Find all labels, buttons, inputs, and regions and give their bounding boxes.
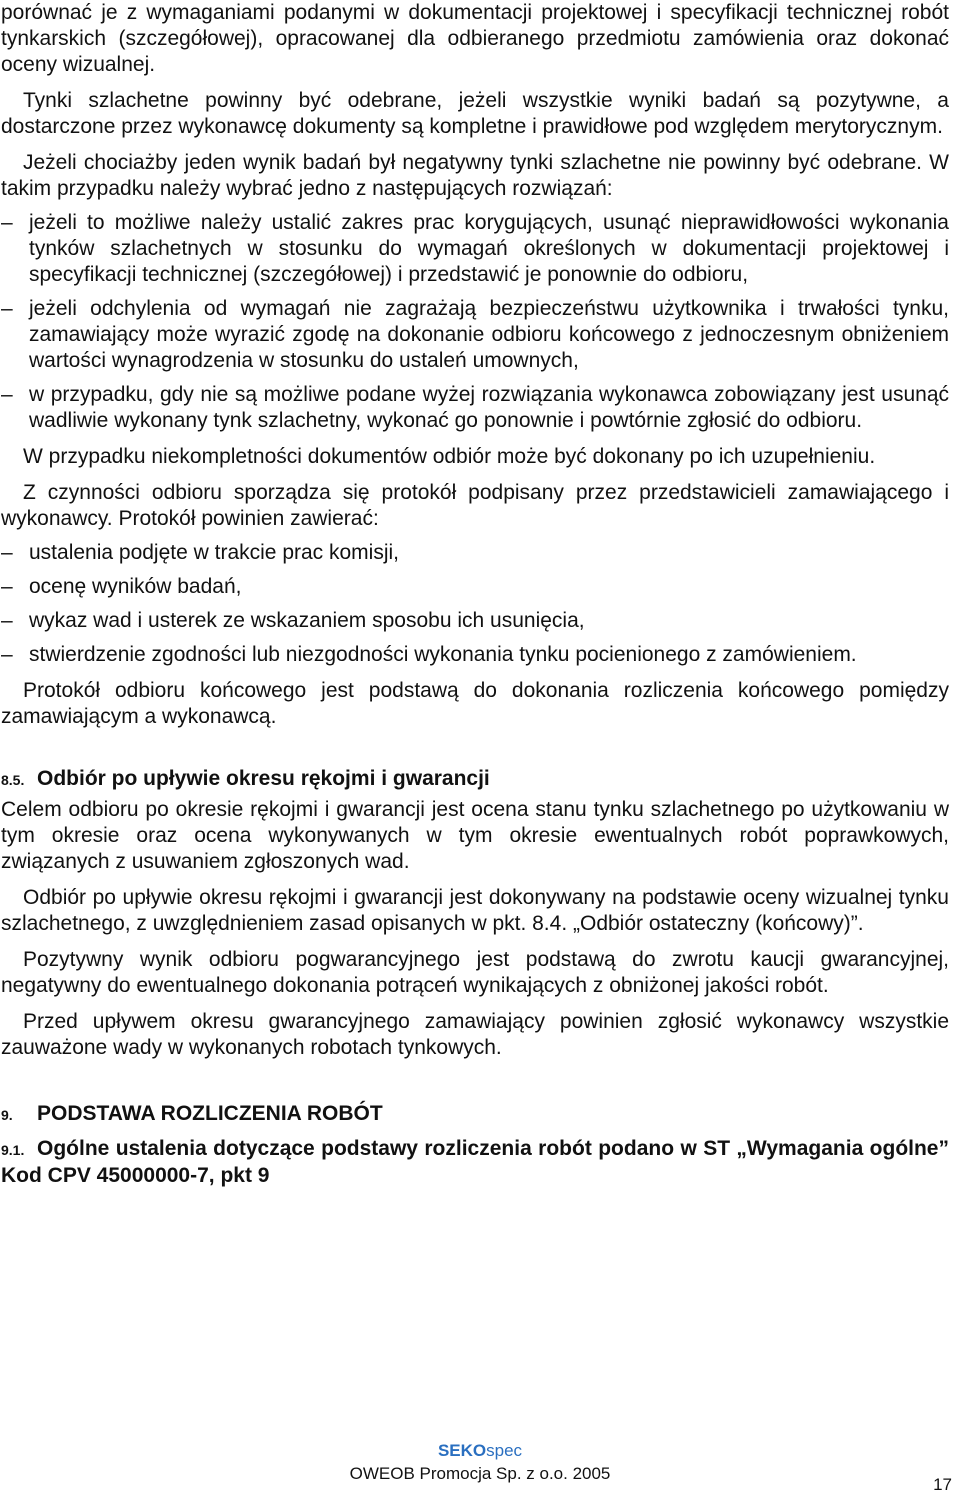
bullet-list [1, 540, 949, 668]
list-item-text: jeżeli to możliwe należy ustalić zakres prac korygujących, usunąć nieprawidłowości wykonania tynków szlachetnych w stosunku do wymagań określonych w dokumentacji projektowej i specyfikacji technicznej (szczegółowej) i przedstawić je ponownie do odbioru, [29, 211, 949, 286]
dash-marker: – [1, 575, 13, 598]
list-item [1, 296, 949, 374]
sekospec-logo [0, 1438, 960, 1464]
section-heading-9-1 [1, 1136, 949, 1189]
list-item-text: ocenę wyników badań, [29, 575, 242, 598]
list-item-text: ustalenia podjęte w trakcie prac komisji, [29, 541, 400, 564]
list-item-text: w przypadku, gdy nie są możliwe podane wyżej rozwiązania wykonawca zobowiązany jest usunąć wadliwie wykonany tynk szlachetny, wykonać go ponownie i powtórnie zgłosić do odbioru. [29, 383, 949, 432]
list-item-text: stwierdzenie zgodności lub niezgodności wykonania tynku pocienionego z zamówieniem. [29, 643, 857, 666]
paragraph: Odbiór po upływie okresu rękojmi i gwarancji jest dokonywany na podstawie oceny wizualnej tynku szlachetnego, z uwzględnieniem zasad opisanych w pkt. 8.4. „Odbiór ostateczny (końcowy)”. [1, 886, 949, 935]
paragraph: Przed upływem okresu gwarancyjnego zamawiający powinien zgłosić wykonawcy wszystkie zauważone wady w wykonanych robotach tynkowych. [1, 1010, 949, 1059]
section-number: 9. [1, 1107, 13, 1123]
list-item [1, 210, 949, 288]
page-footer [0, 1438, 960, 1484]
paragraph: Tynki szlachetne powinny być odebrane, jeżeli wszystkie wyniki badań są pozytywne, a dostarczone przez wykonawcę dokumenty są kompletne i prawidłowe pod względem merytorycznym. [1, 89, 949, 138]
list-item [1, 540, 949, 566]
paragraph: porównać je z wymaganiami podanymi w dokumentacji projektowej i specyfikacji technicznej robót tynkarskich (szczegółowej), opracowanej dla odbieranego przedmiotu zamówienia oraz dokonać oceny wizualnej. [1, 1, 949, 76]
list-item [1, 642, 949, 668]
paragraph: Pozytywny wynik odbioru pogwarancyjnego jest podstawą do zwrotu kaucji gwarancyjnej, negatywny do ewentualnego dokonania potrąceń wynikających z obniżonej jakości robót. [1, 948, 949, 997]
list-item [1, 608, 949, 634]
logo-bold-part: SEKO [437, 1441, 487, 1460]
page-number: 17 [933, 1475, 952, 1494]
list-item-text: jeżeli odchylenia od wymagań nie zagrażają bezpieczeństwu użytkownika i trwałości tynku, zamawiający może wyrazić zgodę na dokonanie odbioru końcowego z jednoczesnym obniżeniem wartości wynagrodzenia w stosunku do ustaleń umownych, [29, 297, 949, 372]
dash-marker: – [1, 297, 13, 320]
company-line: OWEOB Promocja Sp. z o.o. 2005 [349, 1464, 611, 1483]
dash-marker: – [1, 609, 13, 632]
section-title: PODSTAWA ROZLICZENIA ROBÓT [37, 1102, 383, 1125]
section-title: Ogólne ustalenia dotyczące podstawy rozliczenia robót podano w ST „Wymagania ogólne” Kod CPV 45000000-7, pkt 9 [1, 1137, 949, 1187]
dash-marker: – [1, 383, 13, 406]
section-title: Odbiór po upływie okresu rękojmi i gwarancji [37, 767, 490, 790]
section-number: 9.1. [1, 1142, 25, 1158]
paragraph: Z czynności odbioru sporządza się protokół podpisany przez przedstawicieli zamawiającego i wykonawcy. Protokół powinien zawierać: [1, 481, 949, 530]
paragraph: Jeżeli chociażby jeden wynik badań był negatywny tynki szlachetne nie powinny być odebrane. W takim przypadku należy wybrać jedno z następujących rozwiązań: [1, 151, 949, 200]
list-item [1, 382, 949, 434]
list-item-text: wykaz wad i usterek ze wskazaniem sposobu ich usunięcia, [29, 609, 585, 632]
list-item [1, 574, 949, 600]
paragraph: W przypadku niekompletności dokumentów odbiór może być dokonany po ich uzupełnieniu. [23, 445, 876, 468]
section-number: 8.5. [1, 772, 25, 788]
dash-marker: – [1, 541, 13, 564]
bullet-list [1, 210, 949, 434]
dash-marker: – [1, 643, 13, 666]
paragraph: Celem odbioru po okresie rękojmi i gwarancji jest ocena stanu tynku szlachetnego po użytkowaniu w tym okresie oraz ocena wykonywanych w tym okresie ewentualnych robót poprawkowych, związanych z usuwaniem zgłoszonych wad. [1, 798, 949, 873]
section-heading-8-5 [1, 766, 949, 793]
dash-marker: – [1, 211, 13, 234]
logo-light-part: spec [486, 1441, 523, 1460]
section-heading-9 [1, 1101, 949, 1128]
paragraph: Protokół odbioru końcowego jest podstawą do dokonania rozliczenia końcowego pomiędzy zamawiającym a wykonawcą. [1, 679, 949, 728]
